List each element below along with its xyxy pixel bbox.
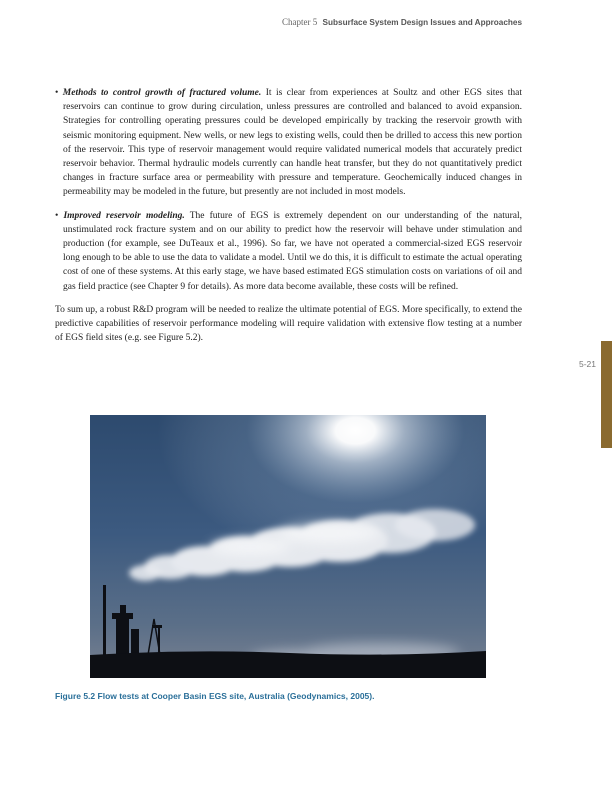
figure-caption: Figure 5.2 Flow tests at Cooper Basin EGS site, Australia (Geodynamics, 2005). [55,691,375,701]
body-text [55,86,522,345]
bullet-item: • Methods to control growth of fractured volume. It is clear from experiences at Soultz and other EGS sites that reservoirs can continue to grow during circulation, unless pressures are controlled and balanced to avoid expansion. Strategies for controlling operating pressures could be developed empirically by tracking the reservoir growth with seismic monitoring equipment. New wells, or new legs to existing wells, could then be drilled to access this new portion of the reservoir. This type of reservoir management would require validated numerical models that accurately predict reservoir behavior. Thermal hydraulic models currently can handle heat transfer, but they do not quantitatively predict changes in fracture surface area or permeability with pressure and temperature. Geochemically induced changes in permeability may be modeled in the future, but presently are not included in most models. [55,88,522,198]
chapter-title: Subsurface System Design Issues and Approaches [322,18,522,27]
summary-paragraph: To sum up, a robust R&D program will be needed to realize the ultimate potential of EGS. More specifically, to extend the predictive capabilities of reservoir performance modeling will require validation with extensive flow testing at a number of EGS field sites (e.g. see Figure 5.2). [55,304,522,344]
bullet-lead: Methods to control growth of fractured volume. [62,88,262,98]
figure-photo [90,415,486,678]
bullet-text: The future of EGS is extremely dependent on our understanding of the natural, unstimulated rock fracture system and on our ability to predict how the reservoir will behave under stimulation and production (for example, see DuTeaux et al., 1996). So far, we have not operated a commercial-sized EGS reservoir long enough to be able to use the data to validate a model. Until we do this, it is difficult to estimate the actual operating cost of one of these systems. At this early stage, we have based estimated EGS stimulation costs on variations of oil and gas field practice (see Chapter 9 for details). As more data become available, these costs will be refined. [63,210,523,292]
chapter-label: Chapter 5 [282,17,318,27]
page-number: 5-21 [579,359,597,369]
chapter-tab-marker [601,341,612,448]
bullet-item: • Improved reservoir modeling. The future of EGS is extremely dependent on our understanding of the natural, unstimulated rock fracture system and on our ability to predict how the reservoir will behave under stimulation and production (for example, see DuTeaux et al., 1996). So far, we have not operated a commercial-sized EGS reservoir long enough to be able to use the data to validate a model. Until we do this, it is difficult to estimate the actual operating cost of one of these systems. At this early stage, we have based estimated EGS stimulation costs on variations of oil and gas field practice (see Chapter 9 for details). As more data become available, these costs will be refined. [55,210,523,292]
running-header [282,17,522,27]
bullet-text: It is clear from experiences at Soultz and other EGS sites that reservoirs can continue to grow during circulation, unless pressures are controlled and balanced to avoid expansion. Strategies for controlling operating pressures could be developed empirically by tracking the reservoir growth with seismic monitoring equipment. New wells, or new legs to existing wells, could then be drilled to access this new portion of the reservoir. This type of reservoir management would require validated numerical models that accurately predict reservoir behavior. Thermal hydraulic models currently can handle heat transfer, but they do not quantitatively predict changes in fracture surface area or permeability with pressure and temperature. Geochemically induced changes in permeability may be modeled in the future, but presently are not included in most models. [63,88,522,198]
bullet-lead: Improved reservoir modeling. [63,210,185,221]
